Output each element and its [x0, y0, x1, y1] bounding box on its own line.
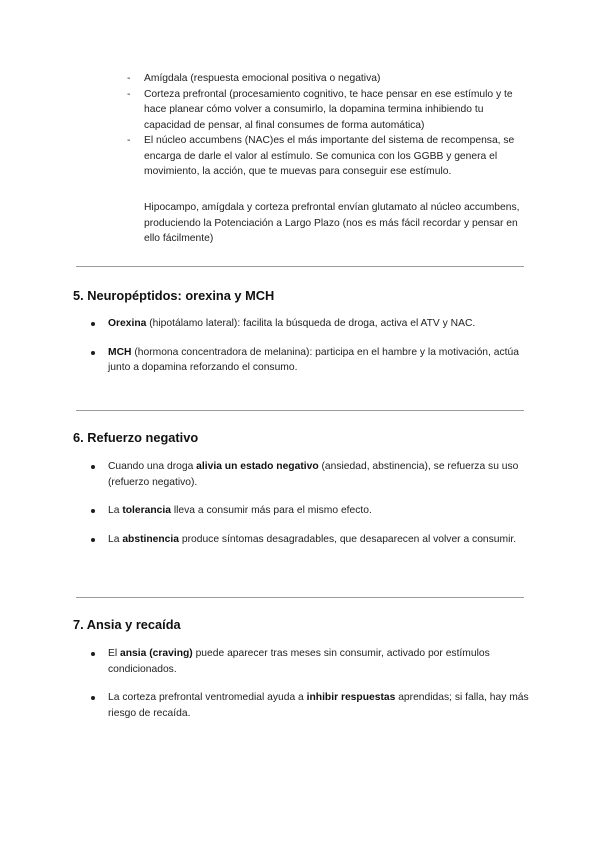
dash-marker: -: [127, 88, 131, 100]
bullet-icon: [91, 509, 95, 513]
section-7-list: [91, 646, 531, 734]
item-rest: (hormona concentradora de melanina): participa en el hambre y la motivación, actúa junto a dopamina reforzando el consumo.: [108, 346, 519, 373]
bold-term: alivia un estado negativo: [196, 461, 319, 472]
list-item-text: El núcleo accumbens (NAC)es el más importante del sistema de recompensa, se encarga de darle el valor al estímulo. Se comunica con los GGBB y genera el movimiento, la acción, que te muevas para conseguir ese estímulo.: [144, 135, 515, 177]
list-item: [91, 646, 531, 677]
list-item: [91, 690, 531, 721]
section-divider: [76, 410, 524, 411]
section-heading-6: 6. Refuerzo negativo: [73, 430, 199, 445]
section-divider: [76, 597, 524, 598]
bold-term: ansia (craving): [120, 648, 193, 659]
section-6-list: [91, 459, 531, 560]
bold-term: tolerancia: [122, 505, 171, 516]
bullet-icon: [91, 351, 95, 355]
list-item-text: [91, 532, 531, 548]
bullet-icon: [91, 696, 95, 700]
section-divider: [76, 266, 524, 267]
bullet-icon: [91, 322, 95, 326]
list-item: [91, 532, 531, 548]
list-item-text: [91, 345, 531, 376]
bullet-icon: [91, 652, 95, 656]
item-rest: (ansiedad, abstinencia), se refuerza su uso (refuerzo negativo).: [108, 461, 519, 488]
dash-marker: -: [127, 135, 131, 146]
item-pre: La: [108, 533, 123, 545]
bold-term: inhibir respuestas: [306, 692, 396, 703]
section-heading-5: 5. Neuropéptidos: orexina y MCH: [73, 288, 275, 303]
list-item-text: Corteza prefrontal (procesamiento cognitivo, te hace pensar en ese estímulo y te hace planear cómo volver a consumirlo, la dopamina termina inhibiendo tu capacidad de pensar, al final consumes de forma automática): [144, 88, 513, 131]
bullet-icon: [91, 538, 95, 542]
item-rest: aprendidas; si falla, hay más riesgo de recaída.: [108, 692, 529, 719]
bold-term: MCH: [108, 346, 132, 358]
item-pre: El: [108, 648, 121, 659]
item-pre: La corteza prefrontal ventromedial ayuda a: [108, 692, 307, 703]
bullet-icon: [91, 465, 95, 469]
list-item: [127, 87, 527, 134]
list-item: [91, 503, 531, 519]
list-item: [91, 316, 531, 332]
bold-term: abstinencia: [122, 533, 179, 545]
list-item-text: [91, 459, 531, 490]
list-item-text: [91, 503, 531, 519]
list-item-text: Amígdala (respuesta emocional positiva o negativa): [144, 73, 381, 84]
section-heading-7: 7. Ansia y recaída: [73, 617, 181, 632]
item-rest: lleva a consumir más para el mismo efecto.: [170, 505, 372, 516]
list-item-text: [91, 646, 531, 677]
intro-dash-list: [127, 71, 527, 180]
item-rest: puede aparecer tras meses sin consumir, activado por estímulos condicionados.: [108, 648, 490, 675]
list-item-text: [91, 316, 531, 332]
item-rest: produce síntomas desagradables, que desaparecen al volver a consumir.: [178, 533, 517, 545]
list-item: [127, 71, 527, 87]
section-5-list: [91, 316, 531, 389]
item-pre: Cuando una droga: [108, 461, 197, 472]
list-item: [91, 459, 531, 490]
bold-term: Orexina: [108, 318, 147, 329]
item-rest: (hipotálamo lateral): facilita la búsqueda de droga, activa el ATV y NAC.: [146, 318, 476, 329]
dash-marker: -: [127, 73, 131, 84]
item-pre: La: [108, 505, 123, 516]
list-item-text: [91, 690, 531, 721]
list-item: [91, 345, 531, 376]
intro-paragraph: Hipocampo, amígdala y corteza prefrontal envían glutamato al núcleo accumbens, produciendo la Potenciación a Largo Plazo (nos es más fácil recordar y pensar en ello fácilmente): [144, 202, 520, 244]
list-item: [127, 133, 527, 180]
